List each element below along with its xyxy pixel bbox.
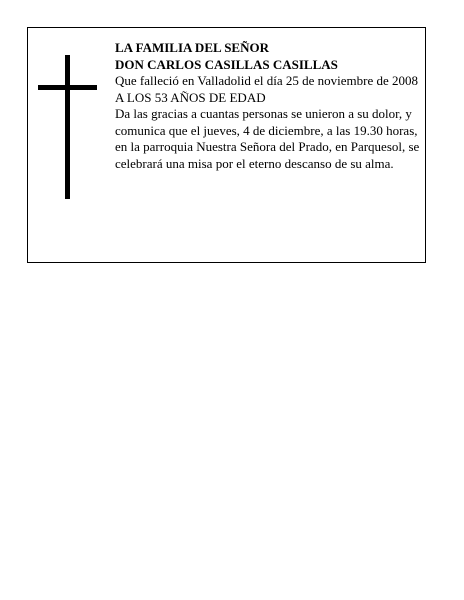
notice-text — [115, 40, 420, 172]
age-line: A LOS 53 AÑOS DE EDAD — [115, 89, 266, 105]
cross-icon — [38, 55, 98, 199]
obituary-notice — [27, 27, 426, 263]
notice-message: Da las gracias a cuantas personas se unieron a su dolor, y comunica que el jueves, 4 de diciembre, a las 19.30 horas, en la parroquia Nuestra Señora del Prado, en Parquesol, se celebrará una misa por el eterno descanso de su alma. — [115, 106, 420, 171]
death-info: Que falleció en Valladolid el día 25 de noviembre de 2008 — [115, 73, 418, 88]
family-heading: LA FAMILIA DEL SEÑOR — [115, 40, 269, 55]
deceased-name: DON CARLOS CASILLAS CASILLAS — [115, 56, 338, 72]
